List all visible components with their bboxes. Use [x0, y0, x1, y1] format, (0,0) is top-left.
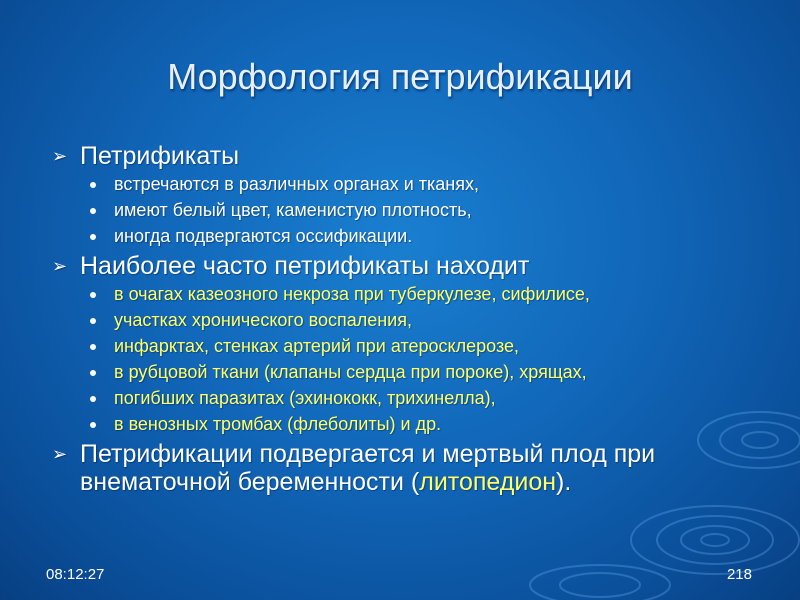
- sub-list-item: [52, 226, 752, 247]
- arrowhead-bullet-icon: ➢: [52, 444, 68, 464]
- bullet-list: [52, 142, 752, 496]
- sub-list-item: [52, 310, 752, 331]
- sub-list-item-text: встречаются в различных органах и тканях,: [114, 174, 479, 194]
- sub-list-item-text: инфарктах, стенках артерий при атеросклерозе,: [114, 336, 520, 356]
- list-item: [52, 252, 752, 280]
- sub-list-item: [52, 284, 752, 305]
- list-item-text-line2-pre: внематочной беременности (: [80, 468, 420, 496]
- sub-list-item-text: в рубцовой ткани (клапаны сердца при пороке), хрящах,: [114, 362, 587, 382]
- round-dot-bullet-icon: [90, 318, 96, 324]
- sub-list-item: [52, 336, 752, 357]
- list-item: [52, 440, 752, 496]
- sub-list-item-text: в венозных тромбах (флеболиты) и др.: [114, 414, 442, 434]
- highlighted-term: литопедион: [419, 468, 557, 496]
- sub-list-item-text: в очагах казеозного некроза при туберкулезе, сифилисе,: [114, 284, 590, 304]
- round-dot-bullet-icon: [90, 396, 96, 402]
- round-dot-bullet-icon: [90, 370, 96, 376]
- slide-title: Морфология петрификации: [167, 56, 633, 97]
- sub-list-item-text: участках хронического воспаления,: [114, 310, 412, 330]
- arrowhead-bullet-icon: ➢: [52, 146, 68, 166]
- sub-list-item: [52, 414, 752, 435]
- list-item-text-line2-post: ).: [556, 468, 572, 496]
- list-item-text-line1: Петрификации подвергается и мертвый плод при: [80, 440, 656, 468]
- sub-list-item: [52, 174, 752, 195]
- sub-list-item: [52, 362, 752, 383]
- sub-list-item-text: имеют белый цвет, каменистую плотность,: [114, 200, 472, 220]
- sub-list-item-text: иногда подвергаются оссификации.: [114, 226, 413, 246]
- sub-list-item: [52, 388, 752, 409]
- round-dot-bullet-icon: [90, 234, 96, 240]
- round-dot-bullet-icon: [90, 344, 96, 350]
- round-dot-bullet-icon: [90, 208, 96, 214]
- round-dot-bullet-icon: [90, 292, 96, 298]
- round-dot-bullet-icon: [90, 422, 96, 428]
- page-number: 218: [726, 566, 752, 583]
- arrowhead-bullet-icon: ➢: [52, 256, 68, 276]
- round-dot-bullet-icon: [90, 182, 96, 188]
- sub-list-item-text: погибших паразитах (эхинококк, трихинелла),: [114, 388, 496, 408]
- sub-list-item: [52, 200, 752, 221]
- list-item-text: Наиболее часто петрификаты находит: [80, 252, 530, 280]
- list-item: [52, 142, 752, 170]
- list-item-text: Петрификаты: [80, 142, 240, 170]
- footer-time: 08:12:27: [46, 566, 105, 583]
